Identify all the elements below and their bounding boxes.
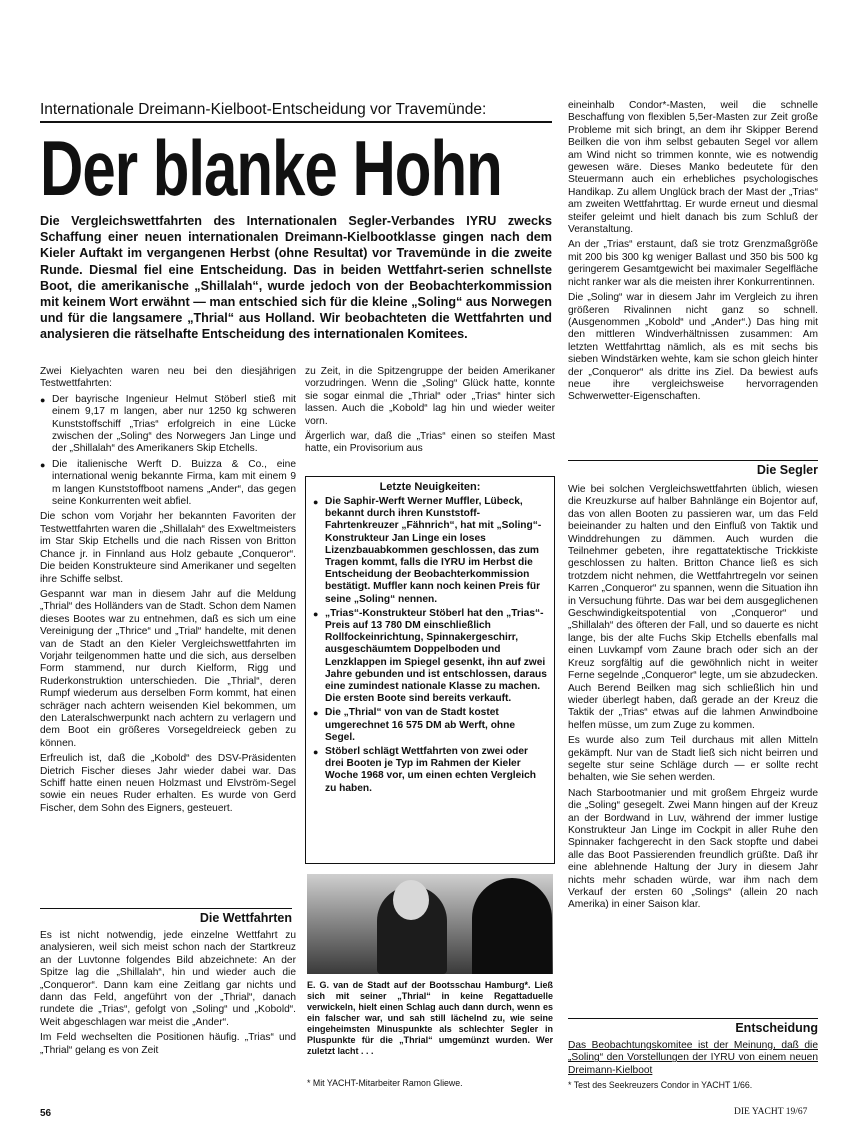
headline: Der blanke Hohn: [40, 124, 502, 212]
section-rule: [568, 460, 818, 461]
news-item: ● Die Saphir-Werft Werner Muffler, Lübeck, bekannt durch ihren Kunststoff-Fahrtenkreuzer „Fähnrich“, hat mit „Soling“-Konstrukteur Jan Linge ein loses Lizenzbauabkommen geschlossen, das zum Tragen kommt, falls die IYRU im Herbst die Entscheidung der Beobachterkommission bestätigt. Muffler kann noch keinen Preis für seine „Soling“ nennen.: [313, 496, 547, 606]
latest-news-box: [305, 476, 555, 864]
magazine-issue: DIE YACHT 19/67: [734, 1107, 808, 1117]
col3-paragraph: eineinhalb Condor*-Masten, weil die schnelle Beschaffung von flexiblen 5,5er-Masten zur Zeit große Probleme mit sich bringt, an dem ihr Skipper Berend Beilken die von ihm selbst gebauten Segel vor allem am Wind nicht so trimmen konnte, wie es notwendig gewesen wäre. Dieses Manko bedeutete für den Steuermann auch ein erhebliches psychologisches Handikap. Zu allem Unglück brach der Mast der „Trias“ am zweiten Wettfahrttag. Er wurde erneut und diesmal steifer geleimt und hielt danach bis zum Schluß der Veranstaltung.: [568, 100, 818, 236]
latest-news-title: Letzte Neuigkeiten:: [379, 481, 481, 493]
photo-van-de-stadt: [307, 874, 553, 974]
column-3-continued: [568, 484, 818, 915]
entscheidung-text: Das Beobachtungskomitee ist der Meinung, daß die „Soling“ den Vorstellungen der IYRU von einem neuen Dreimann-Kielboot: [568, 1040, 818, 1076]
col2-paragraph: zu Zeit, in die Spitzengruppe der beiden Amerikaner vorzudringen. Wenn die „Soling“ Glück hatte, konnte sie sogar einmal die „Thrial“ oder „Trias“ hinter sich lassen. Auch die „Kobold“ lag hin und wieder weiter vorn.: [305, 366, 555, 427]
photo-caption: E. G. van de Stadt auf der Bootsschau Hamburg*. Ließ sich mit seiner „Thrial“ in keine Regattaduelle verwickeln, hielt einen Schlag auch dann durch, wenn es ein falscher war, und sah still lächelnd zu, wie seine eingeheimsten Minuspunkte als schlechter Segler in Pluspunkte für die „Thrial“ umgemünzt wurden. Wer zuletzt lacht . . .: [307, 980, 553, 1056]
photo-footnote: * Mit YACHT-Mitarbeiter Ramon Gliewe.: [307, 1078, 463, 1088]
column-1: [40, 366, 296, 818]
col3-paragraph: Die „Soling“ war in diesem Jahr im Vergleich zu ihren größeren Rivalinnen nicht ganz so schnell. (Ausgenommen „Kobold“ und „Ander“.) Das hing mit den mittleren Windverhältnissen zusammen: Am letzten Wettfahrttag nämlich, als es mit sechs bis sieben Windstärken wehte, kam sie schon gleich hinter der „Conqueror“ als dritte ins Ziel. Da bewiest aufs neue ihre vergleichsweise hervorragenden Schwerwetter-Eigenschaften.: [568, 292, 818, 403]
column-1-continued: [40, 930, 296, 1060]
section-rule: [568, 1018, 818, 1019]
page-number: 56: [40, 1108, 52, 1119]
lead-paragraph: Die Vergleichswettfahrten des Internationalen Segler-Verbandes IYRU zwecks Schaffung einer neuen internationalen Dreimann-Kielbootklasse gingen nach dem Kieler Auftakt im vergangenen Herbst (ohne Resultat) vor Travemünde in die zweite Runde. Diesmal fiel eine Entscheidung. Das in beiden Wettfahrt-serien schnellste Boot, die amerikanische „Shillalah“, wurde jedoch von der Beobachterkommission mit keinem Wort erwähnt — man entschied sich für die kleine „Soling“ aus Norwegen und für die langsamere „Thrial“ aus Holland. Wir beobachteten die Wettfahrten und analysieren die rätselhafte Entscheidung des internationalen Komitees.: [40, 214, 552, 342]
col1-paragraph: Die schon vom Vorjahr her bekannten Favoriten der Testwettfahrten waren die „Shillalah“ des Exweltmeisters im Star Skip Etchells und die nach Rissen von Britton Chance jr. in Finnland aus Holz gebaute „Conqueror“. Die beiden Konstrukteure sind Amerikaner und segelten ihre Schiffe selbst.: [40, 511, 296, 585]
condor-footnote: * Test des Seekreuzers Condor in YACHT 1/66.: [568, 1080, 753, 1090]
column-3: [568, 100, 818, 407]
col3b-paragraph: Nach Starbootmanier und mit großem Ehrgeiz wurde die „Soling“ gesegelt. Zwei Mann hingen auf der Kreuz an der Bordwand in Luv, während der immer lustige Konstrukteur Jan Linge im Cockpit in aller Ruhe den Spinnaker fachgerecht in den Sack stopfte und dabei alle das Boot Passierenden freundlich grüßte. Daß ihr eine ablehnende Haltung der Jury in diesem Jahr nichts mehr schaden würde, war ihm nach dem Verkauf der ersten 60 „Solings“ (allein 20 nach Amerika) in einer Saison klar.: [568, 787, 818, 911]
col1-paragraph: ● Der bayrische Ingenieur Helmut Stöberl stieß mit einem 9,17 m langen, aber nur 1250 kg schweren Kunststoffschiff „Trias“ erfolgreich in eine Lücke zwischen der „Soling“ des Norwegers Jan Linge und der „Shillalah“ des Amerikaners Skip Etchells.: [40, 394, 296, 456]
section-heading-segler: Die Segler: [756, 463, 818, 477]
col2-paragraph: Ärgerlich war, daß die „Trias“ einen so steifen Mast hatte, ein Provisorium aus: [305, 431, 555, 455]
section-heading-wettfahrten: Die Wettfahrten: [199, 911, 292, 925]
news-item: ● „Trias“-Konstrukteur Stöberl hat den „Trias“-Preis auf 13 780 DM einschließlich Rollfockeinrichtung, Spinnakergeschirr, ausgeschäumtem Doppelboden und Lenzklappen im Spiegel gesenkt, ihn auf zwei Jahre gebunden und ist entschlossen, daraus eine zumindest nationale Klasse zu machen. Die ersten Boote sind bereits verkauft.: [313, 608, 547, 706]
section-rule: [40, 908, 292, 909]
col1b-paragraph: Es ist nicht notwendig, jede einzelne Wettfahrt zu analysieren, weil sich meist schon nach der Startkreuz an der Luvtonne folgendes Bild abzeichnete: An der Spitze lag die „Shillalah“, hin und wieder auch die „Conqueror“. Dann kam eine Zeitlang gar nichts und dann das Feld, angeführt von der „Thrial“, danach rundete die „Trias“, gefolgt von „Soling“ und „Kobold“. Weit abgeschlagen war meist die „Ander“.: [40, 930, 296, 1028]
col1-paragraph: ● Die italienische Werft D. Buizza & Co., eine international wenig bekannte Firma, kam mit einem 9 m langen Kunststoffboot namens „Ander“, das gegen seine Konkurrenten weit abfiel.: [40, 459, 296, 509]
col1-paragraph: Erfreulich ist, daß die „Kobold“ des DSV-Präsidenten Dietrich Fischer dieses Jahr wieder dabei war. Das Schiff hatte einen neuen Holzmast und Elvström-Segel sowie ein neues Ruder erhalten. Es wurde von Gerd Fischer, dem Sohn des Eigners, gesteuert.: [40, 753, 296, 814]
kicker: Internationale Dreimann-Kielboot-Entscheidung vor Travemünde:: [40, 101, 487, 118]
col3-paragraph: An der „Trias“ erstaunt, daß sie trotz Grenzmaßgröße mit 200 bis 300 kg weniger Ballast und 350 bis 500 kg geringerem Gesamtgewicht bei maximaler Segelfläche nicht ranker war als die meisten ihrer Konkurrentinnen.: [568, 239, 818, 288]
photo-figure: [472, 878, 552, 974]
photo-figure-head: [393, 880, 429, 920]
news-item: ● Die „Thrial“ von van de Stadt kostet umgerechnet 16 575 DM ab Werft, ohne Segel.: [313, 707, 547, 744]
section-heading-entscheidung: Entscheidung: [735, 1021, 818, 1035]
col1-paragraph: Gespannt war man in diesem Jahr auf die Meldung „Thrial“ des Holländers van de Stadt. Schon dem Namen dieses Bootes war zu entnehmen, daß es sich um eine Vereinigung der „Thrice“ und „Trial“ handelte, mit denen van de Stadt an den Kieler Vergleichswettfahrten im Vorjahr teilgenommen hatte und die sich, aus derselben Form stammend, nur durch Kielform, Rigg und Ruderkonstruktion unterschieden. Die „Thrial“, deren Rumpf wiederum aus derselben Form kommt, hat einen schräger nach achtern weisenden Kiel bekommen, um den Lateralschwerpunkt nach achtern zu verlagern und dem Boot ein größeres Vorsegeldreieck geben zu können.: [40, 588, 296, 749]
col1-paragraph: Zwei Kielyachten waren neu bei den diesjährigen Testwettfahrten:: [40, 366, 296, 390]
col3b-paragraph: Es wurde also zum Teil durchaus mit allen Mitteln gekämpft. Nur van de Stadt ließ sich nicht beirren und segelte stur seine Schläge durch — er sollte recht behalten, wie Sie sehen werden.: [568, 735, 818, 784]
news-item: ● Stöberl schlägt Wettfahrten von zwei oder drei Booten je Typ im Rahmen der Kieler Woche 1968 vor, um einen echten Vergleich zu haben.: [313, 746, 547, 795]
column-2: [305, 366, 555, 459]
col1b-paragraph: Im Feld wechselten die Positionen häufig. „Trias“ und „Thrial“ gelang es von Zeit: [40, 1032, 296, 1056]
col3b-paragraph: Wie bei solchen Vergleichswettfahrten üblich, wiesen die Kreuzkurse auf halber Bahnlänge ein Bojentor auf, das von allen Booten zu passieren war, um das Feld beieinander zu halten und den Einfluß von Taktik und Winddrehungen zu dämmen. Auch wurden die Teilnehmer gebeten, ihre regattatektische Trickkiste geschlossen zu halten. Britton Chance ließ es sich trotzdem nicht nehmen, die Wettfahrtregeln vor seinen Karren „Conqueror“ zu spannen, wenn die Situation ihn in Versuchung führte. Das war bei dem ausgeglichenen Geschwindigkeitspotential von „Conqueror“ und „Shillalah“ des öfteren der Fall, und so dauerte es nicht lange, bis der alte Fuchs Skip Etchells ebenfalls mal einen Luvkampf vom Zaune brach oder sich an der Kreuz sorgfältig auf die gewöhnlich nicht in weiter Ferne segelnde „Conqueror“ legte, um sie abzudecken. Auch Berend Beilken mag sich schließlich hin und wieder überlegt haben, daß gerade an der Kreuz die Taktik der „Trias“ etwas auf die lahmen Anwindboine helfen müsse, um zum Zuge zu kommen.: [568, 484, 818, 731]
